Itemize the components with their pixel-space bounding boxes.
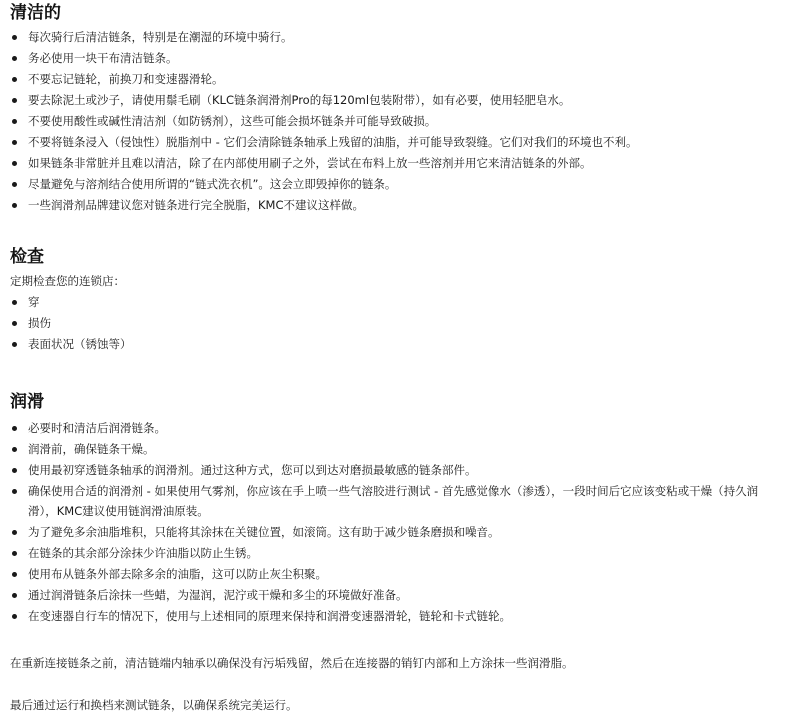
inspection-intro: 定期检查您的连锁店： xyxy=(10,274,125,288)
inspection-list xyxy=(10,292,785,355)
list-item: 为了避免多余油脂堆积，只能将其涂抹在关键位置，如滚筒。这有助于减少链条磨损和噪音。 xyxy=(10,522,785,543)
list-item: 不要忘记链轮，前换刀和变速器滑轮。 xyxy=(10,69,785,90)
list-item: 使用布从链条外部去除多余的油脂，这可以防止灰尘积聚。 xyxy=(10,564,785,585)
cleaning-list xyxy=(10,27,785,216)
list-item: 在链条的其余部分涂抹少许油脂以防止生锈。 xyxy=(10,543,785,564)
list-item: 一些润滑剂品牌建议您对链条进行完全脱脂，KMC不建议这样做。 xyxy=(10,195,785,216)
list-item: 尽量避免与溶剂结合使用所谓的“链式洗衣机”。这会立即毁掉你的链条。 xyxy=(10,174,785,195)
list-item: 润滑前，确保链条干燥。 xyxy=(10,439,785,460)
list-item: 不要将链条浸入（侵蚀性）脱脂剂中 - 它们会清除链条轴承上残留的油脂，并可能导致裂缝。它们对我们的环境也不利。 xyxy=(10,132,785,153)
lubrication-heading: 润滑 xyxy=(10,392,44,412)
list-item: 损伤 xyxy=(10,313,785,334)
list-item: 要去除泥土或沙子，请使用鬃毛刷（KLC链条润滑剂Pro的每120ml包装附带），如有必要，使用轻肥皂水。 xyxy=(10,90,785,111)
list-item: 务必使用一块干布清洁链条。 xyxy=(10,48,785,69)
list-item: 在变速器自行车的情况下，使用与上述相同的原理来保持和润滑变速器滑轮，链轮和卡式链轮。 xyxy=(10,606,785,627)
cleaning-heading: 清洁的 xyxy=(10,3,61,23)
list-item: 表面状况（锈蚀等） xyxy=(10,334,785,355)
list-item: 必要时和清洁后润滑链条。 xyxy=(10,418,785,439)
list-item: 如果链条非常脏并且难以清洁，除了在内部使用刷子之外，尝试在布料上放一些溶剂并用它来清洁链条的外部。 xyxy=(10,153,785,174)
list-item: 确保使用合适的润滑剂 - 如果使用气雾剂，你应该在手上喷一些气溶胶进行测试 - 首先感觉像水（渗透），一段时间后它应该变粘或干燥（持久润滑），KMC建议使用链润滑油原装。 xyxy=(10,481,785,522)
list-item: 通过润滑链条后涂抹一些蜡，为湿润，泥泞或干燥和多尘的环境做好准备。 xyxy=(10,585,785,606)
reconnect-paragraph: 在重新连接链条之前，清洁链端内轴承以确保没有污垢残留，然后在连接器的销钉内部和上方涂抹一些润滑脂。 xyxy=(10,656,574,670)
list-item: 每次骑行后清洁链条，特别是在潮湿的环境中骑行。 xyxy=(10,27,785,48)
lubrication-list xyxy=(10,418,785,627)
final-test-paragraph: 最后通过运行和换档来测试链条，以确保系统完美运行。 xyxy=(10,698,298,712)
list-item: 穿 xyxy=(10,292,785,313)
inspection-heading: 检查 xyxy=(10,247,44,267)
list-item: 使用最初穿透链条轴承的润滑剂。通过这种方式，您可以到达对磨损最敏感的链条部件。 xyxy=(10,460,785,481)
list-item: 不要使用酸性或碱性清洁剂（如防锈剂），这些可能会损坏链条并可能导致破损。 xyxy=(10,111,785,132)
